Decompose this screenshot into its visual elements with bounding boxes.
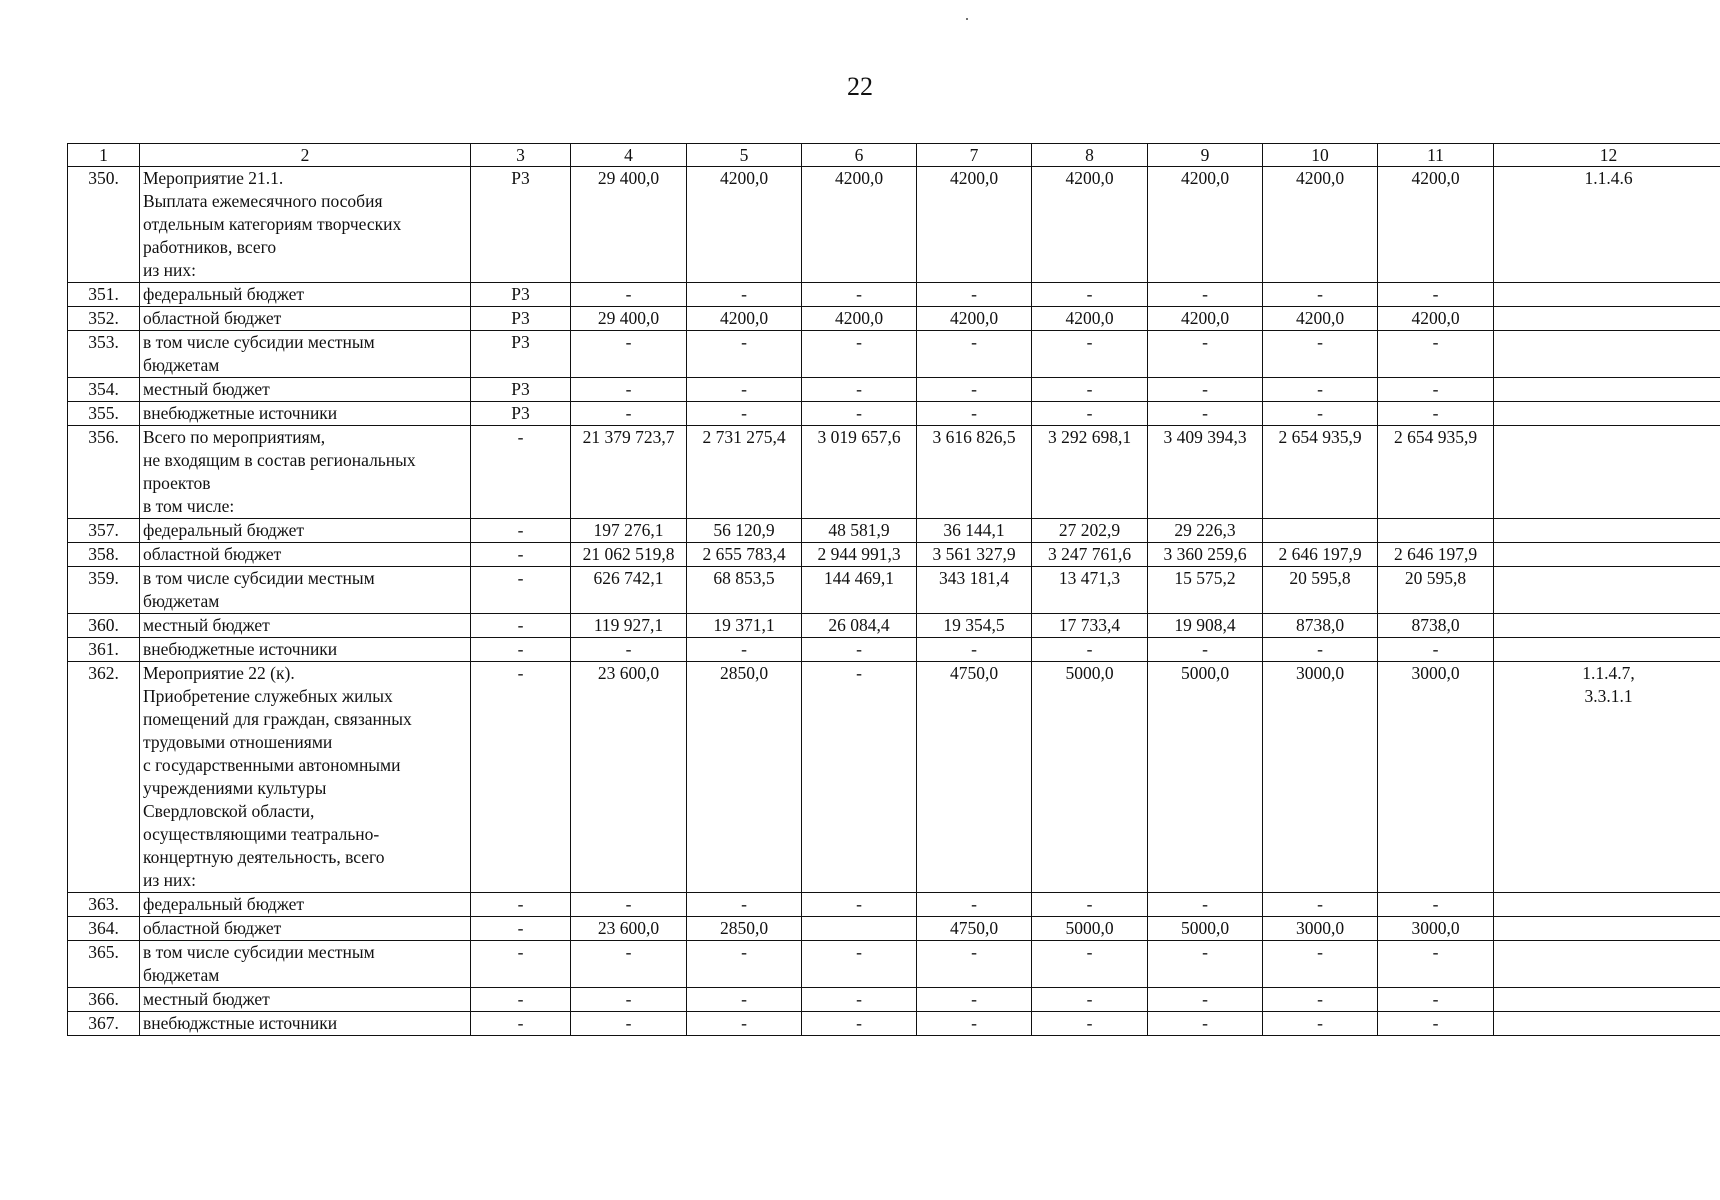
- row-value: -: [571, 378, 687, 402]
- row-value: -: [802, 893, 917, 917]
- row-value: -: [1148, 638, 1263, 662]
- row-target-ref: [1494, 519, 1720, 543]
- row-value: 3000,0: [1378, 662, 1494, 893]
- row-value: -: [571, 402, 687, 426]
- row-target-ref: [1494, 638, 1720, 662]
- row-target-ref: [1494, 941, 1720, 988]
- table-row: [68, 307, 1720, 331]
- row-description: Всего по мероприятиям, не входящим в состав региональных проектов в том числе:: [140, 426, 471, 519]
- row-target-ref: [1494, 567, 1720, 614]
- row-description: областной бюджет: [140, 543, 471, 567]
- row-value: -: [571, 941, 687, 988]
- row-value: 4200,0: [1378, 167, 1494, 283]
- row-code: -: [471, 662, 571, 893]
- row-target-ref: [1494, 614, 1720, 638]
- row-value: 626 742,1: [571, 567, 687, 614]
- row-value: -: [571, 1012, 687, 1036]
- row-value: 17 733,4: [1032, 614, 1148, 638]
- row-code: -: [471, 1012, 571, 1036]
- row-target-ref: 1.1.4.6: [1494, 167, 1720, 283]
- row-description: местный бюджет: [140, 378, 471, 402]
- row-value: -: [1378, 331, 1494, 378]
- row-value: -: [1378, 402, 1494, 426]
- row-value: -: [1032, 941, 1148, 988]
- row-description: в том числе субсидии местным бюджетам: [140, 941, 471, 988]
- row-description: местный бюджет: [140, 614, 471, 638]
- row-value: 2 646 197,9: [1378, 543, 1494, 567]
- column-number: 11: [1378, 144, 1494, 167]
- row-number: 366.: [68, 988, 140, 1012]
- row-value: -: [1378, 1012, 1494, 1036]
- row-value: -: [1148, 941, 1263, 988]
- row-value: 29 226,3: [1148, 519, 1263, 543]
- row-value: 3 561 327,9: [917, 543, 1032, 567]
- row-value: 4200,0: [687, 167, 802, 283]
- row-value: 4750,0: [917, 662, 1032, 893]
- row-target-ref: 1.1.4.7, 3.3.1.1: [1494, 662, 1720, 893]
- row-value: -: [1148, 378, 1263, 402]
- row-value: 3 292 698,1: [1032, 426, 1148, 519]
- row-description: внебюджетные источники: [140, 638, 471, 662]
- row-value: 3 409 394,3: [1148, 426, 1263, 519]
- row-code: -: [471, 988, 571, 1012]
- row-value: 3 019 657,6: [802, 426, 917, 519]
- row-description: федеральный бюджет: [140, 519, 471, 543]
- row-value: -: [687, 988, 802, 1012]
- row-value: 15 575,2: [1148, 567, 1263, 614]
- row-code: -: [471, 941, 571, 988]
- row-value: -: [687, 402, 802, 426]
- row-value: -: [917, 331, 1032, 378]
- row-value: 4200,0: [802, 167, 917, 283]
- table-body: [68, 144, 1720, 1036]
- table-row: [68, 638, 1720, 662]
- row-number: 352.: [68, 307, 140, 331]
- row-code: -: [471, 567, 571, 614]
- row-value: -: [917, 1012, 1032, 1036]
- table-row: [68, 543, 1720, 567]
- row-value: -: [802, 331, 917, 378]
- row-description: областной бюджет: [140, 917, 471, 941]
- row-code: Р3: [471, 402, 571, 426]
- row-value: -: [571, 988, 687, 1012]
- table-row: [68, 402, 1720, 426]
- row-code: Р3: [471, 378, 571, 402]
- column-number: 3: [471, 144, 571, 167]
- row-number: 350.: [68, 167, 140, 283]
- row-value: -: [1148, 402, 1263, 426]
- row-number: 365.: [68, 941, 140, 988]
- table-row: [68, 167, 1720, 283]
- row-value: 2 944 991,3: [802, 543, 917, 567]
- row-number: 355.: [68, 402, 140, 426]
- row-target-ref: [1494, 988, 1720, 1012]
- row-value: 26 084,4: [802, 614, 917, 638]
- row-value: -: [1032, 331, 1148, 378]
- row-value: -: [687, 283, 802, 307]
- row-value: -: [1032, 402, 1148, 426]
- row-value: 4200,0: [917, 307, 1032, 331]
- row-description: федеральный бюджет: [140, 893, 471, 917]
- column-number: 1: [68, 144, 140, 167]
- page-number: 22: [847, 72, 873, 101]
- row-number: 358.: [68, 543, 140, 567]
- row-value: 20 595,8: [1378, 567, 1494, 614]
- row-code: -: [471, 917, 571, 941]
- row-value: -: [571, 331, 687, 378]
- row-value: -: [1032, 283, 1148, 307]
- row-value: -: [1378, 941, 1494, 988]
- row-code: -: [471, 893, 571, 917]
- row-value: -: [917, 378, 1032, 402]
- row-code: Р3: [471, 283, 571, 307]
- row-value: 19 354,5: [917, 614, 1032, 638]
- row-value: 3000,0: [1263, 917, 1378, 941]
- column-number: 9: [1148, 144, 1263, 167]
- row-value: 2 731 275,4: [687, 426, 802, 519]
- row-code: -: [471, 426, 571, 519]
- column-number: 7: [917, 144, 1032, 167]
- row-value: -: [1032, 638, 1148, 662]
- row-value: 19 908,4: [1148, 614, 1263, 638]
- row-value: 2850,0: [687, 917, 802, 941]
- row-value: 119 927,1: [571, 614, 687, 638]
- row-target-ref: [1494, 402, 1720, 426]
- row-value: -: [1378, 378, 1494, 402]
- row-value: -: [1148, 331, 1263, 378]
- row-value: -: [571, 638, 687, 662]
- table-row: [68, 662, 1720, 893]
- row-value: -: [1263, 283, 1378, 307]
- row-value: 27 202,9: [1032, 519, 1148, 543]
- row-value: -: [1032, 378, 1148, 402]
- table-row: [68, 567, 1720, 614]
- row-code: Р3: [471, 331, 571, 378]
- row-value: 343 181,4: [917, 567, 1032, 614]
- row-value: 2850,0: [687, 662, 802, 893]
- table-row: [68, 988, 1720, 1012]
- row-value: -: [1263, 988, 1378, 1012]
- table-row: [68, 378, 1720, 402]
- row-value: -: [687, 331, 802, 378]
- row-value: -: [687, 941, 802, 988]
- row-value: 4750,0: [917, 917, 1032, 941]
- row-number: 367.: [68, 1012, 140, 1036]
- row-value: -: [571, 283, 687, 307]
- row-value: -: [802, 378, 917, 402]
- row-number: 351.: [68, 283, 140, 307]
- column-number: 10: [1263, 144, 1378, 167]
- row-value: 4200,0: [1148, 307, 1263, 331]
- row-description: внебюджстные источники: [140, 1012, 471, 1036]
- row-description: в том числе субсидии местным бюджетам: [140, 567, 471, 614]
- column-number-row: [68, 144, 1720, 167]
- row-value: -: [802, 1012, 917, 1036]
- table-row: [68, 1012, 1720, 1036]
- row-number: 360.: [68, 614, 140, 638]
- row-value: 29 400,0: [571, 167, 687, 283]
- row-value: -: [917, 638, 1032, 662]
- row-value: -: [1378, 893, 1494, 917]
- row-value: -: [802, 638, 917, 662]
- row-target-ref: [1494, 283, 1720, 307]
- row-description: Мероприятие 21.1. Выплата ежемесячного пособия отдельным категориям творческих работников, всего из них:: [140, 167, 471, 283]
- row-value: -: [1263, 1012, 1378, 1036]
- row-value: -: [1263, 893, 1378, 917]
- row-code: -: [471, 614, 571, 638]
- row-value: 23 600,0: [571, 662, 687, 893]
- row-value: 4200,0: [1032, 307, 1148, 331]
- column-number: 12: [1494, 144, 1720, 167]
- row-target-ref: [1494, 893, 1720, 917]
- row-value: -: [1263, 941, 1378, 988]
- row-value: -: [1263, 331, 1378, 378]
- row-value: -: [1032, 893, 1148, 917]
- row-value: [802, 917, 917, 941]
- row-value: 5000,0: [1032, 917, 1148, 941]
- row-value: 2 655 783,4: [687, 543, 802, 567]
- row-number: 356.: [68, 426, 140, 519]
- row-value: 197 276,1: [571, 519, 687, 543]
- row-value: -: [917, 988, 1032, 1012]
- row-number: 353.: [68, 331, 140, 378]
- column-number: 5: [687, 144, 802, 167]
- row-code: Р3: [471, 307, 571, 331]
- row-target-ref: [1494, 1012, 1720, 1036]
- row-value: 4200,0: [687, 307, 802, 331]
- row-number: 357.: [68, 519, 140, 543]
- row-value: 2 654 935,9: [1263, 426, 1378, 519]
- row-value: 5000,0: [1032, 662, 1148, 893]
- row-value: -: [1263, 402, 1378, 426]
- column-number: 4: [571, 144, 687, 167]
- row-value: 48 581,9: [802, 519, 917, 543]
- row-value: 4200,0: [1378, 307, 1494, 331]
- table-row: [68, 614, 1720, 638]
- row-value: 36 144,1: [917, 519, 1032, 543]
- row-value: -: [1263, 378, 1378, 402]
- row-target-ref: [1494, 917, 1720, 941]
- row-description: федеральный бюджет: [140, 283, 471, 307]
- row-value: -: [1148, 283, 1263, 307]
- row-description: областной бюджет: [140, 307, 471, 331]
- row-value: -: [1148, 988, 1263, 1012]
- row-value: -: [917, 893, 1032, 917]
- row-value: 3 360 259,6: [1148, 543, 1263, 567]
- table-row: [68, 941, 1720, 988]
- row-number: 364.: [68, 917, 140, 941]
- row-value: -: [1148, 1012, 1263, 1036]
- row-number: 362.: [68, 662, 140, 893]
- row-value: 144 469,1: [802, 567, 917, 614]
- row-value: 20 595,8: [1263, 567, 1378, 614]
- row-value: 2 654 935,9: [1378, 426, 1494, 519]
- row-value: 4200,0: [1032, 167, 1148, 283]
- row-value: -: [687, 378, 802, 402]
- row-code: -: [471, 638, 571, 662]
- column-number: 8: [1032, 144, 1148, 167]
- row-value: 19 371,1: [687, 614, 802, 638]
- row-value: 68 853,5: [687, 567, 802, 614]
- row-code: -: [471, 543, 571, 567]
- table-row: [68, 331, 1720, 378]
- row-value: -: [1032, 988, 1148, 1012]
- row-code: -: [471, 519, 571, 543]
- row-value: -: [571, 893, 687, 917]
- table-row: [68, 426, 1720, 519]
- row-description: в том числе субсидии местным бюджетам: [140, 331, 471, 378]
- row-value: 13 471,3: [1032, 567, 1148, 614]
- row-value: 5000,0: [1148, 917, 1263, 941]
- row-value: -: [802, 941, 917, 988]
- row-number: 359.: [68, 567, 140, 614]
- row-value: 2 646 197,9: [1263, 543, 1378, 567]
- row-target-ref: [1494, 378, 1720, 402]
- row-value: 3 247 761,6: [1032, 543, 1148, 567]
- row-value: 3000,0: [1263, 662, 1378, 893]
- row-code: Р3: [471, 167, 571, 283]
- column-number: 6: [802, 144, 917, 167]
- row-description: Мероприятие 22 (к). Приобретение служебных жилых помещений для граждан, связанных трудовыми отношениями с государственными автономными учреждениями культуры Свердловской области, осуществляющими театрально- концертную деятельность, всего из них:: [140, 662, 471, 893]
- row-value: -: [1378, 988, 1494, 1012]
- row-value: [1263, 519, 1378, 543]
- row-value: -: [802, 662, 917, 893]
- row-value: 4200,0: [1263, 307, 1378, 331]
- row-value: 3 616 826,5: [917, 426, 1032, 519]
- row-target-ref: [1494, 426, 1720, 519]
- row-value: 21 379 723,7: [571, 426, 687, 519]
- row-value: -: [802, 988, 917, 1012]
- row-value: -: [802, 283, 917, 307]
- row-value: -: [1032, 1012, 1148, 1036]
- row-value: -: [687, 1012, 802, 1036]
- row-value: [1378, 519, 1494, 543]
- row-value: 29 400,0: [571, 307, 687, 331]
- table-row: [68, 519, 1720, 543]
- row-value: 3000,0: [1378, 917, 1494, 941]
- row-value: -: [917, 402, 1032, 426]
- row-value: -: [687, 893, 802, 917]
- row-value: -: [1148, 893, 1263, 917]
- row-target-ref: [1494, 331, 1720, 378]
- row-number: 354.: [68, 378, 140, 402]
- row-value: 8738,0: [1263, 614, 1378, 638]
- row-value: -: [687, 638, 802, 662]
- scan-speck: [966, 18, 968, 20]
- row-number: 361.: [68, 638, 140, 662]
- row-value: 4200,0: [1263, 167, 1378, 283]
- table-row: [68, 893, 1720, 917]
- row-value: -: [1378, 638, 1494, 662]
- row-description: внебюджетные источники: [140, 402, 471, 426]
- row-value: -: [802, 402, 917, 426]
- column-number: 2: [140, 144, 471, 167]
- row-value: 23 600,0: [571, 917, 687, 941]
- row-number: 363.: [68, 893, 140, 917]
- table-row: [68, 283, 1720, 307]
- row-description: местный бюджет: [140, 988, 471, 1012]
- row-target-ref: [1494, 307, 1720, 331]
- row-value: 8738,0: [1378, 614, 1494, 638]
- row-value: -: [917, 283, 1032, 307]
- row-value: 4200,0: [1148, 167, 1263, 283]
- row-value: -: [1263, 638, 1378, 662]
- table-row: [68, 917, 1720, 941]
- row-value: 4200,0: [917, 167, 1032, 283]
- row-target-ref: [1494, 543, 1720, 567]
- row-value: -: [1378, 283, 1494, 307]
- row-value: -: [917, 941, 1032, 988]
- row-value: 56 120,9: [687, 519, 802, 543]
- row-value: 5000,0: [1148, 662, 1263, 893]
- row-value: 4200,0: [802, 307, 917, 331]
- budget-table: [67, 143, 1720, 1036]
- row-value: 21 062 519,8: [571, 543, 687, 567]
